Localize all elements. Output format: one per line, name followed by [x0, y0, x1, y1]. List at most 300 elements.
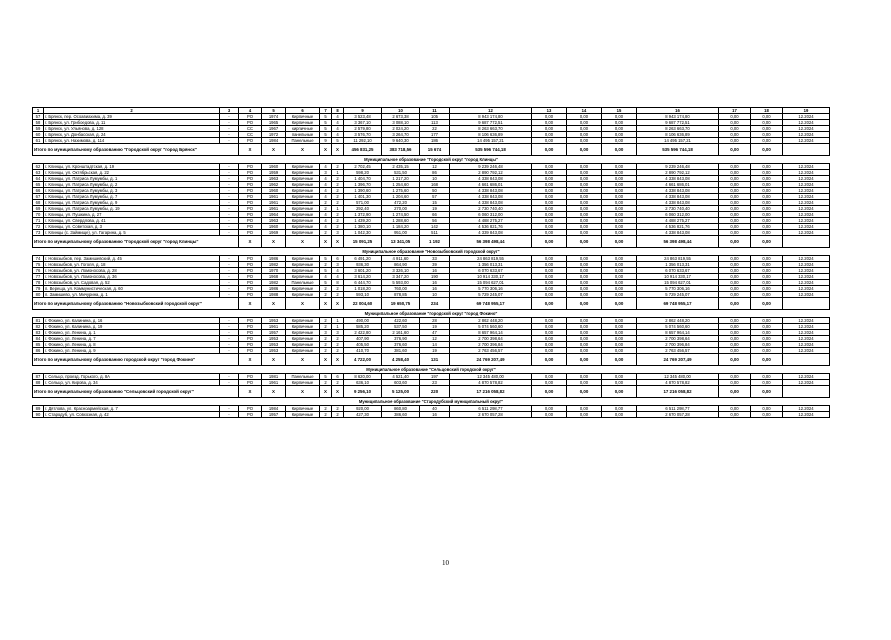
table-cell: 0,00 [719, 412, 751, 418]
table-cell: 0,00 [719, 280, 751, 286]
table-cell: 1960 [262, 224, 286, 230]
table-cell: 0,00 [532, 212, 567, 218]
table-cell: 511 [420, 230, 450, 236]
table-cell: 5 729 245,07 [450, 292, 532, 298]
table-cell: 0,00 [751, 374, 783, 380]
table-cell: - [220, 230, 239, 236]
table-cell: РО [239, 256, 262, 262]
table-cell: РО [239, 218, 262, 224]
table-cell: X [332, 236, 344, 248]
table-cell: 0,00 [532, 182, 567, 188]
table-cell: - [220, 406, 239, 412]
table-cell: РО [239, 342, 262, 348]
table-cell: 0,00 [719, 206, 751, 212]
table-cell: - [220, 324, 239, 330]
table-cell: 12.2024 [783, 324, 830, 330]
table-cell: 2 [332, 336, 344, 342]
table-cell: Кирпичные [286, 256, 320, 262]
table-cell: 0,00 [567, 292, 602, 298]
table-cell: 1 204,60 [382, 194, 420, 200]
table-cell: 1960 [262, 164, 286, 170]
register-table-body [33, 108, 830, 418]
table-cell: панельные [286, 132, 320, 138]
table-cell: X [239, 144, 262, 156]
table-cell: 0,00 [602, 374, 637, 380]
table-cell: 456 831,25 [344, 144, 382, 156]
table-cell: РО [239, 230, 262, 236]
table-cell: 17 [719, 108, 751, 114]
table-cell: 4 338 843,08 [450, 200, 532, 206]
table-cell: 12.2024 [783, 274, 830, 280]
table-cell: 0,00 [719, 194, 751, 200]
total-label: Итого по муниципальному образованию городской округ "город Фокино" [33, 354, 239, 366]
table-cell: 0,00 [751, 212, 783, 218]
table-cell: 0,00 [602, 262, 637, 268]
table-cell: 1 439,20 [344, 218, 382, 224]
table-cell: 23 [420, 380, 450, 386]
table-cell: - [220, 132, 239, 138]
table-cell: 0,00 [532, 132, 567, 138]
table-cell: 0,00 [602, 224, 637, 230]
table-cell: 405,50 [344, 342, 382, 348]
table-cell: 63 [33, 170, 44, 176]
table-cell: 2 670 057,28 [637, 412, 719, 418]
table-cell: 2 700 398,64 [637, 336, 719, 342]
table-cell: РО [239, 224, 262, 230]
table-cell: РО [239, 114, 262, 120]
table-cell: 5 [320, 256, 332, 262]
table-cell: 0,00 [602, 206, 637, 212]
table-cell: 0,00 [602, 292, 637, 298]
table-cell: 0,00 [719, 330, 751, 336]
table-cell: 0,00 [567, 114, 602, 120]
table-cell: 0,00 [567, 268, 602, 274]
table-cell: 2 [332, 412, 344, 418]
table-cell: 0,00 [567, 218, 602, 224]
table-cell: Панельные [286, 280, 320, 286]
table-cell: 603,60 [382, 380, 420, 386]
table-cell: 0,00 [719, 292, 751, 298]
table-cell: 0,00 [719, 176, 751, 182]
table-cell: 0,00 [532, 336, 567, 342]
table-cell: 1961 [262, 194, 286, 200]
table-cell: 67 [33, 194, 44, 200]
table-cell: 9 256,10 [344, 386, 382, 398]
table-cell: г. Новозыбков, ул. Гоголя, д. 18 [44, 262, 220, 268]
table-cell: 0,00 [719, 268, 751, 274]
table-cell: 585,20 [344, 324, 382, 330]
table-cell: 4 [332, 274, 344, 280]
table-cell: 8 [332, 108, 344, 114]
table-cell: 6 070 633,67 [637, 268, 719, 274]
table-cell: 0,00 [567, 354, 602, 366]
table-cell: 1963 [262, 218, 286, 224]
table-cell: 1961 [262, 206, 286, 212]
table-cell: 0,00 [567, 212, 602, 218]
table-cell: 0,00 [532, 406, 567, 412]
table-cell: 12.2024 [783, 336, 830, 342]
table-cell: 0,00 [719, 406, 751, 412]
table-cell: РО [239, 138, 262, 144]
table-cell: 33 [420, 256, 450, 262]
table-cell: 0,00 [602, 212, 637, 218]
table-cell: 4 536 821,76 [450, 224, 532, 230]
table-cell: РО [239, 176, 262, 182]
table-cell: X [286, 236, 320, 248]
table-cell: РО [239, 262, 262, 268]
table-cell: 1969 [262, 230, 286, 236]
table-cell: 4 [332, 114, 344, 120]
table-cell: 0,00 [532, 170, 567, 176]
table-cell: 12.2024 [783, 292, 830, 298]
table-cell: 636,10 [344, 380, 382, 386]
table-cell: г. Брянск, ул. Донбасская, д. 24 [44, 132, 220, 138]
table-cell: - [220, 120, 239, 126]
table-cell: X [286, 298, 320, 310]
table-cell: 0,00 [602, 218, 637, 224]
table-cell: 9 239 246,48 [450, 164, 532, 170]
table-cell: 4 536 821,76 [637, 224, 719, 230]
table-cell: г. Клинцы, ул. Пушкина, д. 27 [44, 212, 220, 218]
municipality-title: Муниципальное образование "Сельцовский городской округ" [33, 366, 830, 374]
table-cell: 0,00 [567, 256, 602, 262]
table-cell: 2 763 456,57 [637, 348, 719, 354]
table-cell: 5 074 560,60 [637, 324, 719, 330]
table-cell: 3 326,10 [382, 268, 420, 274]
table-cell: РО [239, 380, 262, 386]
table-cell: г. Новозыбков, ул. Садовая, д. 52 [44, 280, 220, 286]
table-cell: Кирпичные [286, 194, 320, 200]
table-cell: 10 914 330,17 [450, 274, 532, 280]
table-cell: 2 890 792,12 [637, 170, 719, 176]
table-cell: г. Клинцы, ул. Советская, д. 3 [44, 224, 220, 230]
table-cell: X [239, 354, 262, 366]
table-cell: г. Клинцы, ул. Октябрьская, д. 22 [44, 170, 220, 176]
table-cell: 0,00 [532, 354, 567, 366]
table-cell: 0,00 [532, 256, 567, 262]
table-cell: 6 060 312,00 [637, 212, 719, 218]
table-cell: 1982 [262, 262, 286, 268]
table-cell: 0,00 [751, 170, 783, 176]
table-cell: 2 422,80 [344, 330, 382, 336]
table-cell: 1988 [262, 292, 286, 298]
table-cell: РО [239, 120, 262, 126]
table-cell: 3 [320, 170, 332, 176]
total-label: Итого по муниципальному образованию "Новозыбковский городской округ" [33, 298, 239, 310]
table-cell: Кирпичные [286, 230, 320, 236]
table-cell: 64 [33, 176, 44, 182]
table-cell: 10 [420, 176, 450, 182]
table-cell: 0,00 [751, 120, 783, 126]
table-cell: 0,00 [567, 182, 602, 188]
table-cell: Кирпичные [286, 292, 320, 298]
table-cell: 0,00 [602, 164, 637, 170]
table-cell: Кирпичные [286, 342, 320, 348]
table-cell: X [332, 354, 344, 366]
table-cell: 3 [220, 108, 239, 114]
table-cell: 0,00 [602, 138, 637, 144]
table-cell: X [262, 236, 286, 248]
table-cell: 0,00 [719, 218, 751, 224]
table-cell: 1960 [262, 188, 286, 194]
table-cell: г. Фокино, ул. Ленина, д. 9 [44, 348, 220, 354]
table-cell: 0,00 [532, 230, 567, 236]
table-cell: 82 [33, 324, 44, 330]
table-cell: 24 769 207,49 [637, 354, 719, 366]
table-cell: 5 [262, 108, 286, 114]
table-cell: 0,00 [567, 188, 602, 194]
table-cell: 0,00 [719, 380, 751, 386]
table-cell: 12.2024 [783, 280, 830, 286]
table-cell: 4 661 686,01 [450, 182, 532, 188]
table-cell: 936,30 [344, 262, 382, 268]
table-cell: 0,00 [602, 182, 637, 188]
table-cell: 0,00 [751, 280, 783, 286]
table-cell: 0,00 [751, 298, 783, 310]
table-cell: 2 579,80 [344, 126, 382, 132]
table-cell: 39 [420, 262, 450, 268]
table-cell: 1 380,10 [344, 224, 382, 230]
table-cell: 598,20 [344, 170, 382, 176]
table-cell: 12.2024 [783, 406, 830, 412]
table-cell: 0,00 [602, 120, 637, 126]
table-cell: 177 [420, 132, 450, 138]
table-cell: РО [239, 188, 262, 194]
table-cell: - [220, 114, 239, 120]
table-cell: 0,00 [751, 336, 783, 342]
table-cell: X [320, 386, 332, 398]
table-cell: 5 [320, 114, 332, 120]
table-cell: 12.2024 [783, 318, 830, 324]
table-cell: 2 [320, 412, 332, 418]
table-cell: 0,00 [602, 144, 637, 156]
table-cell: X [262, 298, 286, 310]
table-cell: 2 [320, 230, 332, 236]
table-cell: РО [239, 336, 262, 342]
table-cell: 2 [332, 342, 344, 348]
table-cell: 0,00 [567, 120, 602, 126]
table-cell: Панельные [286, 374, 320, 380]
table-cell: 0,00 [719, 324, 751, 330]
table-cell: 12 [420, 336, 450, 342]
table-cell: 2 [332, 348, 344, 354]
table-cell: г. Клинцы, ул. Патриса Лумумбы, д. 3 [44, 188, 220, 194]
table-cell: 0,00 [567, 224, 602, 230]
table-cell: РО [239, 406, 262, 412]
municipality-title: Муниципальное образование "Стародубский муниципальный округ" [33, 398, 830, 406]
table-cell: 72 [33, 224, 44, 230]
table-cell: п. Вереща, ул. Коммунистическая, д. 60 [44, 286, 220, 292]
page-number: 10 [442, 559, 449, 567]
table-cell: 0,00 [567, 324, 602, 330]
municipality-header-row [33, 398, 830, 406]
table-cell: 12.2024 [783, 200, 830, 206]
table-cell: 0,00 [567, 386, 602, 398]
table-cell: 2 024,20 [382, 126, 420, 132]
table-cell: 1 [332, 324, 344, 330]
table-cell: 12 345 480,00 [637, 374, 719, 380]
table-cell: 571,00 [344, 200, 382, 206]
table-cell: 11 292,10 [344, 138, 382, 144]
table-cell: X [332, 298, 344, 310]
table-cell: 292,40 [344, 206, 382, 212]
table-cell: 0,00 [719, 236, 751, 248]
table-cell: 2 [332, 212, 344, 218]
table-cell: 0,00 [719, 138, 751, 144]
table-cell: 4 [320, 176, 332, 182]
table-cell: - [220, 176, 239, 182]
table-cell: 1 401,30 [344, 194, 382, 200]
table-cell: кирпичные [286, 126, 320, 132]
table-cell: 0,00 [567, 144, 602, 156]
table-cell: Кирпичные [286, 188, 320, 194]
table-cell: г. Сельцо, проезд. Горького, д. 8А [44, 374, 220, 380]
table-cell: 0,00 [602, 380, 637, 386]
municipality-total-row [33, 354, 830, 366]
table-cell: 0,00 [751, 182, 783, 188]
table-cell: 1961 [262, 324, 286, 330]
table-cell: X [239, 386, 262, 398]
table-cell: 0,00 [719, 386, 751, 398]
table-cell: - [220, 412, 239, 418]
table-cell: 376,90 [382, 336, 420, 342]
table-cell: 1 288,60 [382, 218, 420, 224]
table-cell: 12.2024 [783, 138, 830, 144]
table-cell: 75 [33, 262, 44, 268]
table-cell: 0,00 [567, 318, 602, 324]
table-cell: 0,00 [567, 194, 602, 200]
table-cell: 0,00 [751, 348, 783, 354]
table-cell: 4 661 686,01 [637, 182, 719, 188]
table-cell: 16 [420, 286, 450, 292]
table-cell: РО [239, 182, 262, 188]
table-cell: 535 596 744,18 [450, 144, 532, 156]
table-cell: РО [239, 268, 262, 274]
table-cell: г. Стародуб, ул. Совхозная, д. 42 [44, 412, 220, 418]
table-cell: 12.2024 [783, 206, 830, 212]
total-label: Итого по муниципальному образованию "Сельцовский городской округ" [33, 386, 239, 398]
municipality-total-row [33, 236, 830, 248]
table-cell: РО [239, 292, 262, 298]
table-cell: 0,00 [532, 324, 567, 330]
table-cell: Кирпичные [286, 412, 320, 418]
table-cell: 6 060 312,00 [450, 212, 532, 218]
table-cell: X [320, 236, 332, 248]
table-cell: 79 [33, 286, 44, 292]
table-cell: 0,00 [602, 354, 637, 366]
table-cell: 65 [33, 182, 44, 188]
table-cell: X [239, 236, 262, 248]
table-cell: 6 [332, 374, 344, 380]
table-cell: Кирпичные [286, 114, 320, 120]
table-cell: 12.2024 [783, 342, 830, 348]
table-cell: 50 [420, 188, 450, 194]
table-cell: 9 687 772,51 [450, 120, 532, 126]
table-cell: 58 [33, 120, 44, 126]
table-cell: 4 338 843,08 [637, 194, 719, 200]
table-cell: 0,00 [751, 274, 783, 280]
table-cell: 2 [320, 200, 332, 206]
table-cell: 0,00 [719, 374, 751, 380]
table-cell: 5 074 560,60 [450, 324, 532, 330]
table-cell: 57 [420, 194, 450, 200]
table-cell: 0,00 [567, 262, 602, 268]
table-cell: 85 [33, 342, 44, 348]
table-cell: - [220, 262, 239, 268]
table-cell: 0,00 [719, 336, 751, 342]
table-cell: X [320, 298, 332, 310]
table-cell: 0,00 [602, 200, 637, 206]
table-cell: - [220, 138, 239, 144]
table-cell: Кирпичные [286, 330, 320, 336]
table-cell: 10 [382, 108, 420, 114]
table-cell: X [262, 144, 286, 156]
table-cell: 1957 [262, 330, 286, 336]
table-cell: г. Клинцы, ул. Патриса Лумумбы, д. 9 [44, 200, 220, 206]
table-cell: 1986 [262, 256, 286, 262]
table-cell: 1 [332, 318, 344, 324]
table-cell: 78 [33, 280, 44, 286]
municipality-total-row [33, 386, 830, 398]
table-cell: 0,00 [602, 176, 637, 182]
table-cell: 2 [320, 348, 332, 354]
table-cell: 68 [33, 200, 44, 206]
table-cell: 407,90 [344, 336, 382, 342]
table-cell: 1974 [262, 114, 286, 120]
table-cell: 0,00 [602, 280, 637, 286]
table-cell: 4 338 843,08 [450, 194, 532, 200]
table-cell: 0,00 [602, 318, 637, 324]
table-cell: 0,00 [567, 126, 602, 132]
table-cell [783, 236, 830, 248]
table-cell: 28 [420, 318, 450, 324]
table-cell: 77 [33, 274, 44, 280]
table-cell: 864,90 [382, 262, 420, 268]
table-cell: г. Брянск, ул. Грибоедова, д. 11 [44, 120, 220, 126]
table-cell: - [220, 380, 239, 386]
table-cell: 0,00 [532, 120, 567, 126]
table-cell: 2 700 398,64 [450, 336, 532, 342]
table-cell: 0,00 [602, 336, 637, 342]
table-cell: 270,00 [382, 206, 420, 212]
table-cell: 12 [450, 108, 532, 114]
table-cell: 5 [332, 138, 344, 144]
table-cell: - [220, 274, 239, 280]
table-cell: РО [239, 374, 262, 380]
table-cell: 6 070 633,67 [450, 268, 532, 274]
table-cell: 4 911,60 [382, 256, 420, 262]
table-cell: г. Брянск, пер. Осоавиахима, д. 39 [44, 114, 220, 120]
table-cell: Кирпичные [286, 224, 320, 230]
table-cell: 12 345 480,00 [450, 374, 532, 380]
table-cell: 0,00 [532, 218, 567, 224]
table-cell: 0,00 [602, 194, 637, 200]
table-cell: 0,00 [567, 236, 602, 248]
table-cell: 2 435,15 [382, 164, 420, 170]
table-cell [783, 144, 830, 156]
table-cell: 0,00 [751, 200, 783, 206]
table-cell: Кирпичные [286, 200, 320, 206]
table-cell: 4 [320, 212, 332, 218]
table-cell: X [239, 298, 262, 310]
table-cell: 2 702,45 [344, 164, 382, 170]
table-cell: 0,00 [751, 144, 783, 156]
table-cell: г. Фокино, ул. Ленина, д. 8 [44, 342, 220, 348]
table-cell: 0,00 [567, 170, 602, 176]
table-cell: 593,10 [344, 292, 382, 298]
table-cell: - [220, 126, 239, 132]
table-cell: 0,00 [532, 330, 567, 336]
